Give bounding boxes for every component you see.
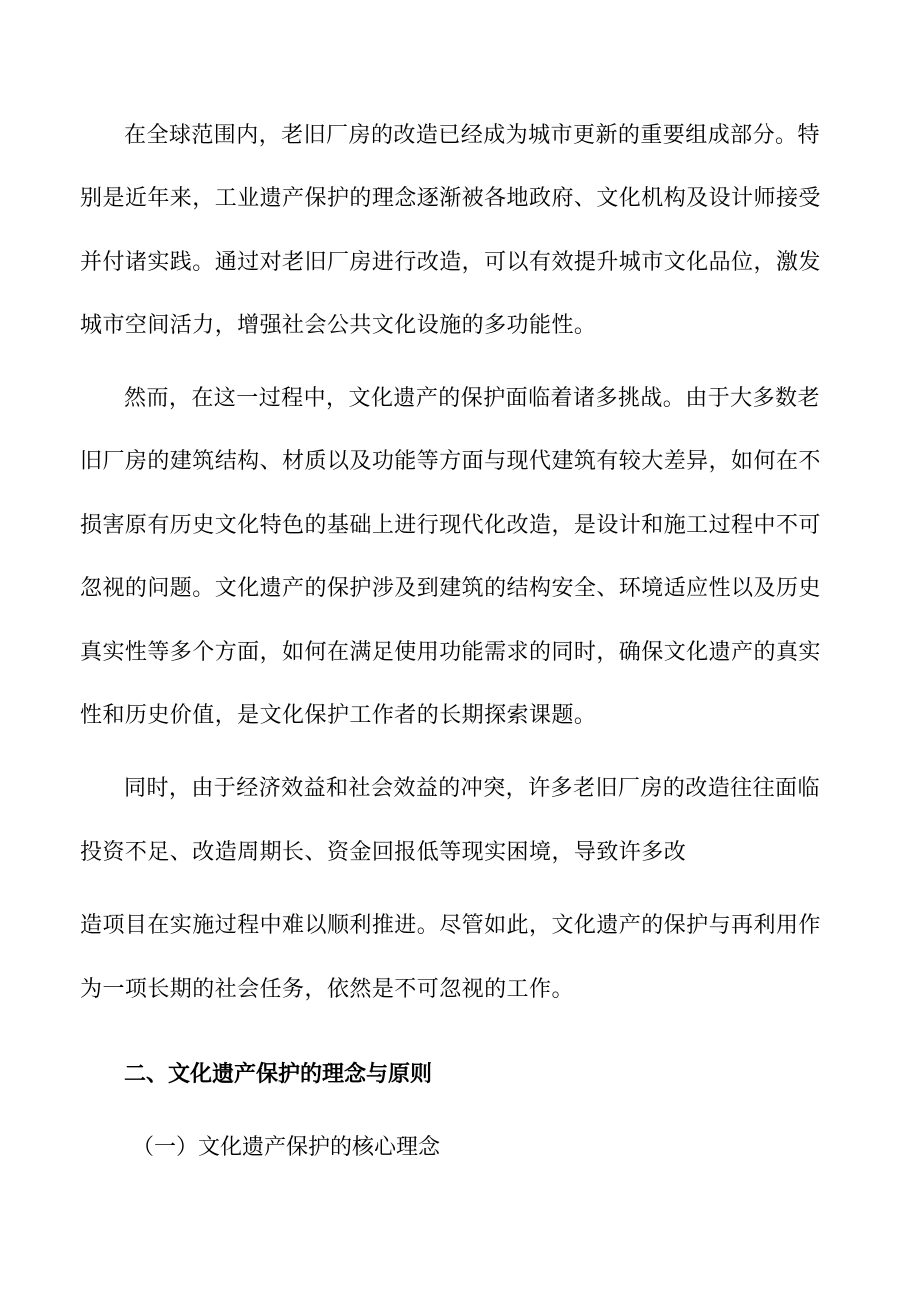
paragraph-line: 投资不足、改造周期长、资金回报低等现实困境，导致许多改 [80, 840, 687, 865]
subsection-heading: （一）文化遗产保护的核心理念 [132, 1135, 441, 1160]
section-heading: 二、文化遗产保护的理念与原则 [124, 1062, 433, 1087]
paragraph-line: 造项目在实施过程中难以顺利推进。尽管如此，文化遗产的保护与再利用作 [80, 913, 821, 938]
paragraph-line: 旧厂房的建筑结构、材质以及功能等方面与现代建筑有较大差异，如何在不 [80, 449, 821, 474]
paragraph-line: 同时，由于经济效益和社会效益的冲突，许多老旧厂房的改造往往面临 [124, 776, 820, 801]
paragraph-line: 在全球范围内，老旧厂房的改造已经成为城市更新的重要组成部分。特 [124, 123, 820, 148]
paragraph-line: 别是近年来，工业遗产保护的理念逐渐被各地政府、文化机构及设计师接受 [80, 186, 821, 211]
paragraph-line: 损害原有历史文化特色的基础上进行现代化改造，是设计和施工过程中不可 [80, 513, 821, 538]
paragraph-line: 为一项长期的社会任务，依然是不可忽视的工作。 [80, 977, 574, 1002]
paragraph-line: 真实性等多个方面，如何在满足使用功能需求的同时，确保文化遗产的真实 [80, 640, 821, 665]
paragraph-line: 然而，在这一过程中，文化遗产的保护面临着诸多挑战。由于大多数老 [124, 386, 820, 411]
paragraph-line: 并付诸实践。通过对老旧厂房进行改造，可以有效提升城市文化品位，激发 [80, 250, 821, 275]
paragraph-line: 性和历史价值，是文化保护工作者的长期探索课题。 [80, 703, 597, 728]
paragraph-line: 城市空间活力，增强社会公共文化设施的多功能性。 [80, 313, 597, 338]
paragraph-line: 忽视的问题。文化遗产的保护涉及到建筑的结构安全、环境适应性以及历史 [80, 576, 821, 601]
